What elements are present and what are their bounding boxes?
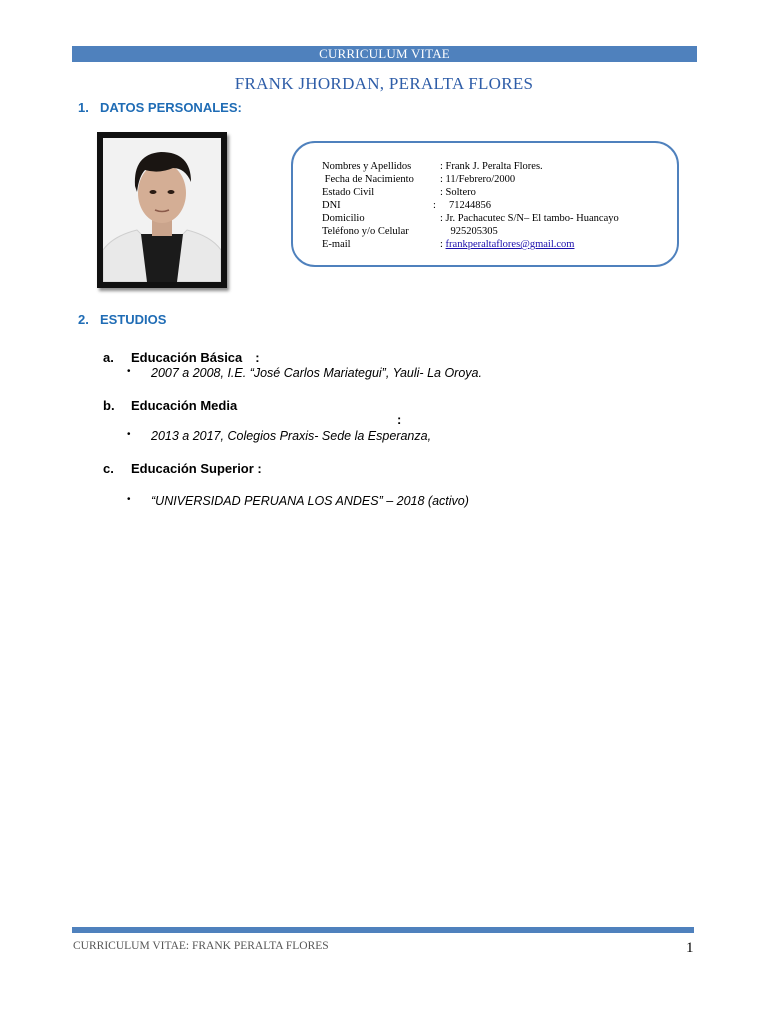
footer-text: CURRICULUM VITAE: FRANK PERALTA FLORES xyxy=(73,940,329,952)
info-label: E-mail xyxy=(322,239,351,250)
info-label: Domicilio xyxy=(322,213,365,224)
education-title: Educación Básica xyxy=(131,350,243,365)
page-number: 1 xyxy=(686,940,694,956)
info-value: : Soltero xyxy=(440,187,476,198)
education-title: Educación Media xyxy=(131,398,238,413)
education-detail: 2007 a 2008, I.E. “José Carlos Mariategui”, Yauli- La Oroya. xyxy=(151,366,482,380)
bullet-icon: • xyxy=(127,494,131,505)
bullet-icon: • xyxy=(127,366,131,377)
info-label: Fecha de Nacimiento xyxy=(322,174,414,185)
page-title: FRANK JHORDAN, PERALTA FLORES xyxy=(234,74,534,93)
list-letter: a. xyxy=(103,350,114,365)
info-value: : Jr. Pachacutec S/N– El tambo- Huancayo xyxy=(440,213,619,224)
section-personal-heading xyxy=(78,100,242,115)
info-label: Estado Civil xyxy=(322,187,375,198)
list-letter: c. xyxy=(103,461,114,476)
info-value: : 11/Febrero/2000 xyxy=(440,174,516,185)
info-value: : 71244856 xyxy=(433,200,492,211)
section-title: DATOS PERSONALES: xyxy=(100,100,242,115)
info-label: Nombres y Apellidos xyxy=(322,161,412,172)
education-basic-item xyxy=(127,366,482,380)
education-basic-heading xyxy=(103,350,260,365)
section-number: 2. xyxy=(78,312,89,327)
info-value-prefix: : xyxy=(440,239,446,250)
personal-info-box xyxy=(291,141,679,267)
info-value xyxy=(440,238,574,251)
info-label: Teléfono y/o Celular xyxy=(322,226,409,237)
bullet-icon: • xyxy=(127,429,131,440)
education-middle-heading xyxy=(103,398,237,413)
info-label: DNI xyxy=(322,200,341,211)
info-value: 925205305 xyxy=(440,226,498,237)
education-detail: “UNIVERSIDAD PERUANA LOS ANDES” – 2018 (activo) xyxy=(151,494,469,508)
education-colon: : xyxy=(255,350,260,365)
section-number: 1. xyxy=(78,100,89,115)
education-higher-heading xyxy=(103,461,262,476)
section-title: ESTUDIOS xyxy=(100,312,167,327)
education-middle-colon: : xyxy=(397,412,402,427)
person-portrait-icon xyxy=(103,138,221,282)
email-link[interactable]: frankperaltaflores@gmail.com xyxy=(445,239,575,250)
section-studies-heading xyxy=(78,312,166,327)
education-middle-item xyxy=(127,429,432,443)
education-higher-item xyxy=(127,494,469,508)
info-value: : Frank J. Peralta Flores. xyxy=(440,161,543,172)
header-banner: CURRICULUM VITAE xyxy=(72,46,697,62)
footer-divider xyxy=(72,927,694,933)
profile-photo xyxy=(97,132,227,288)
list-letter: b. xyxy=(103,398,115,413)
education-title: Educación Superior : xyxy=(131,461,262,476)
education-detail: 2013 a 2017, Colegios Praxis- Sede la Esperanza, xyxy=(151,429,432,443)
